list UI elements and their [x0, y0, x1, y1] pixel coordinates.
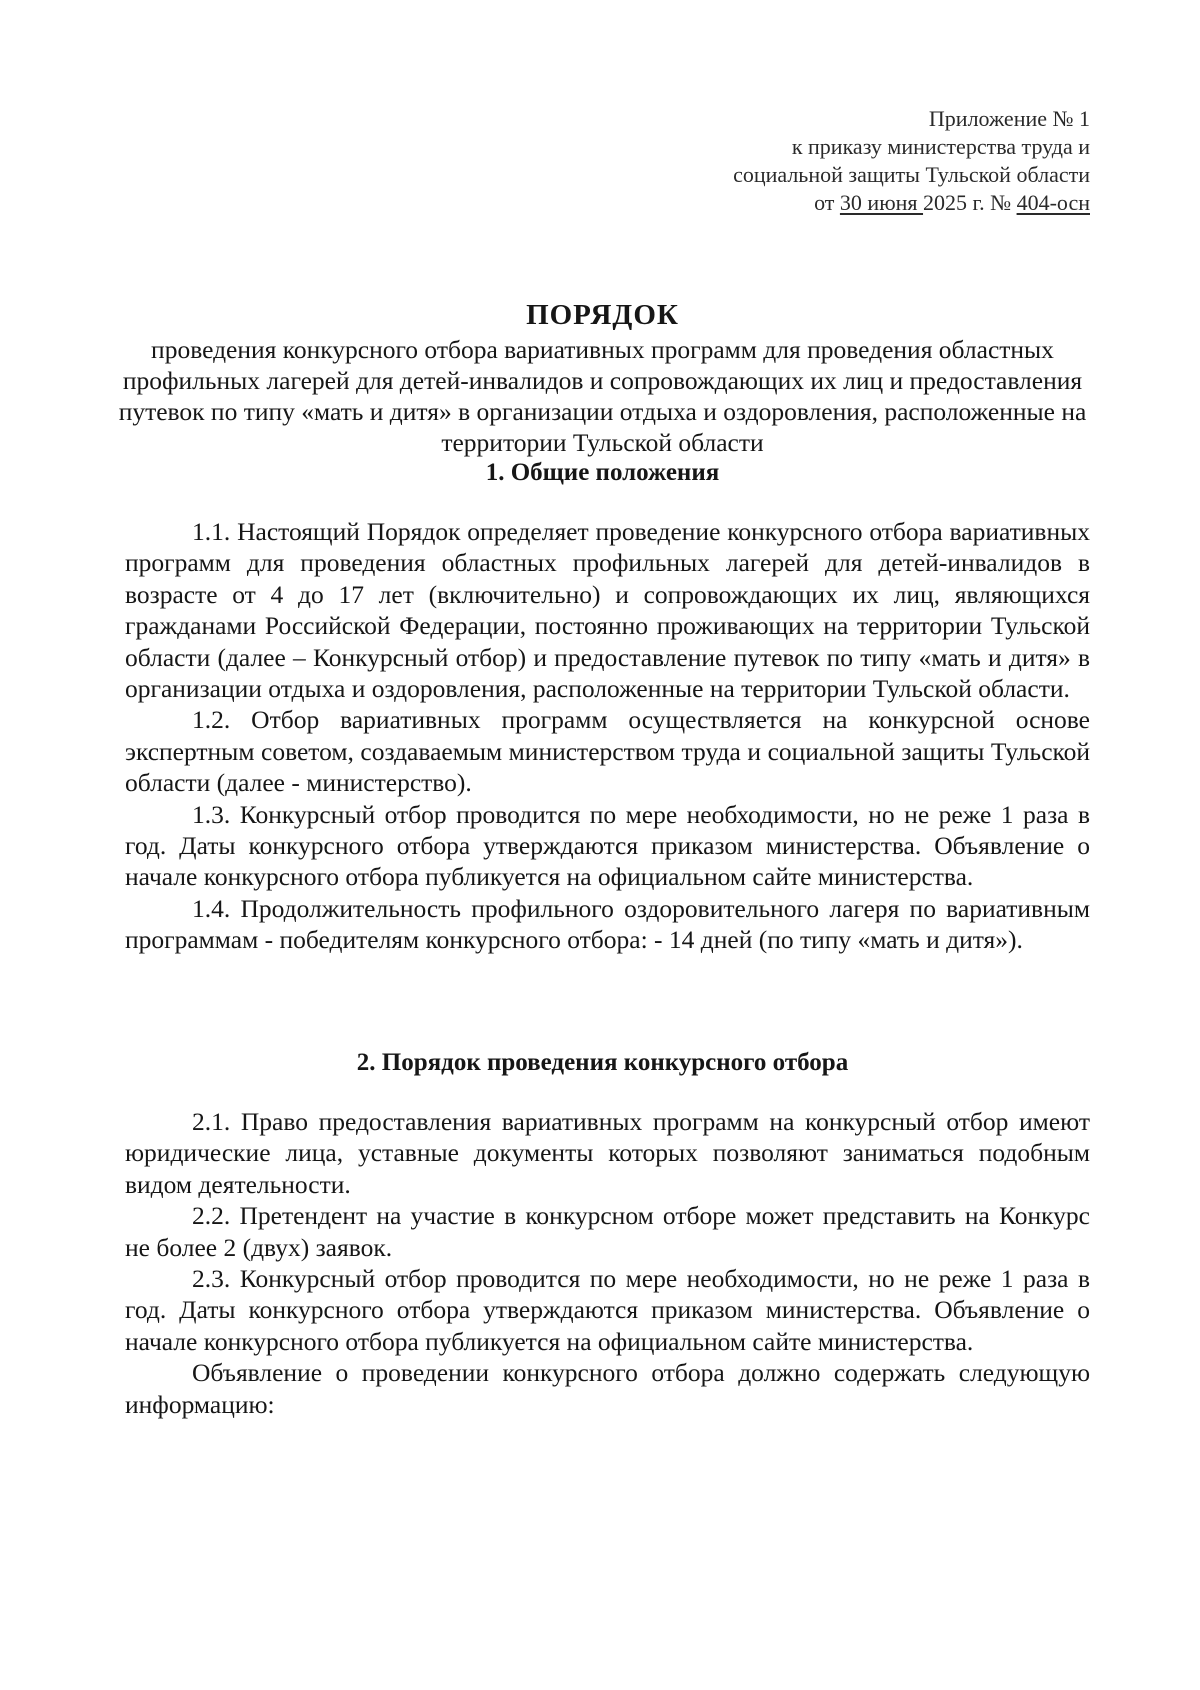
approval-line-2: к приказу министерства труда и — [791, 134, 1090, 159]
approval-prefix: от — [814, 190, 840, 215]
approval-stamp — [733, 105, 1090, 217]
document-title: ПОРЯДОК — [526, 299, 679, 331]
document-subtitle: проведения конкурсного отбора вариативных программ для проведения областных профильных лагерей для детей-инвалидов и сопровождающих их лиц и предоставления путевок по типу «мать и дитя» в организации отдыха и оздоровления, расположенные на территории Тульской области — [118, 335, 1087, 457]
section-2-body — [125, 1106, 1090, 1420]
approval-line-1: Приложение № 1 — [928, 106, 1090, 131]
section-1-body — [125, 516, 1090, 956]
paragraph-1-1: 1.1. Настоящий Порядок определяет проведение конкурсного отбора вариативных программ для проведения областных профильных лагерей для детей-инвалидов в возрасте от 4 до 17 лет (включительно) и сопровождающих их лиц, являющихся гражданами Российской Федерации, постоянно проживающих на территории Тульской области (далее – Конкурсный отбор) и предоставление путевок по типу «мать и дитя» в организации отдыха и оздоровления, расположенные на территории Тульской области. — [125, 517, 1090, 704]
approval-line-3: социальной защиты Тульской области — [733, 162, 1090, 187]
paragraph-2-4: Объявление о проведении конкурсного отбора должно содержать следующую информацию: — [125, 1358, 1090, 1419]
paragraph-1-2: 1.2. Отбор вариативных программ осуществляется на конкурсной основе экспертным советом, создаваемым министерством труда и социальной защиты Тульской области (далее - министерство). — [125, 705, 1090, 798]
paragraph-1-3: 1.3. Конкурсный отбор проводится по мере необходимости, но не реже 1 раза в год. Даты конкурсного отбора утверждаются приказом министерства. Объявление о начале конкурсного отбора публикуется на официальном сайте министерства. — [125, 799, 1090, 892]
paragraph-2-3: 2.3. Конкурсный отбор проводится по мере необходимости, но не реже 1 раза в год. Даты конкурсного отбора утверждаются приказом министерства. Объявление о начале конкурсного отбора публикуется на официальном сайте министерства. — [125, 1264, 1090, 1356]
approval-line-4 — [733, 189, 1090, 217]
paragraph-2-2: 2.2. Претендент на участие в конкурсном отборе может представить на Конкурс не более 2 (двух) заявок. — [125, 1201, 1090, 1262]
section-1-heading: 1. Общие положения — [485, 459, 720, 486]
title-block — [115, 298, 1090, 458]
paragraph-1-4: 1.4. Продолжительность профильного оздоровительного лагеря по вариативным программам - победителям конкурсного отбора: - 14 дней (по типу «мать и дитя»). — [125, 893, 1090, 955]
section-2-heading: 2. Порядок проведения конкурсного отбора — [356, 1049, 849, 1076]
approval-number: 404-осн — [1016, 190, 1090, 215]
approval-year: 2025 г. № — [923, 190, 1017, 215]
approval-date: 30 июня — [839, 190, 924, 215]
paragraph-2-1: 2.1. Право предоставления вариативных программ на конкурсный отбор имеют юридические лица, уставные документы которых позволяют заниматься подобным видом деятельности. — [125, 1107, 1090, 1199]
